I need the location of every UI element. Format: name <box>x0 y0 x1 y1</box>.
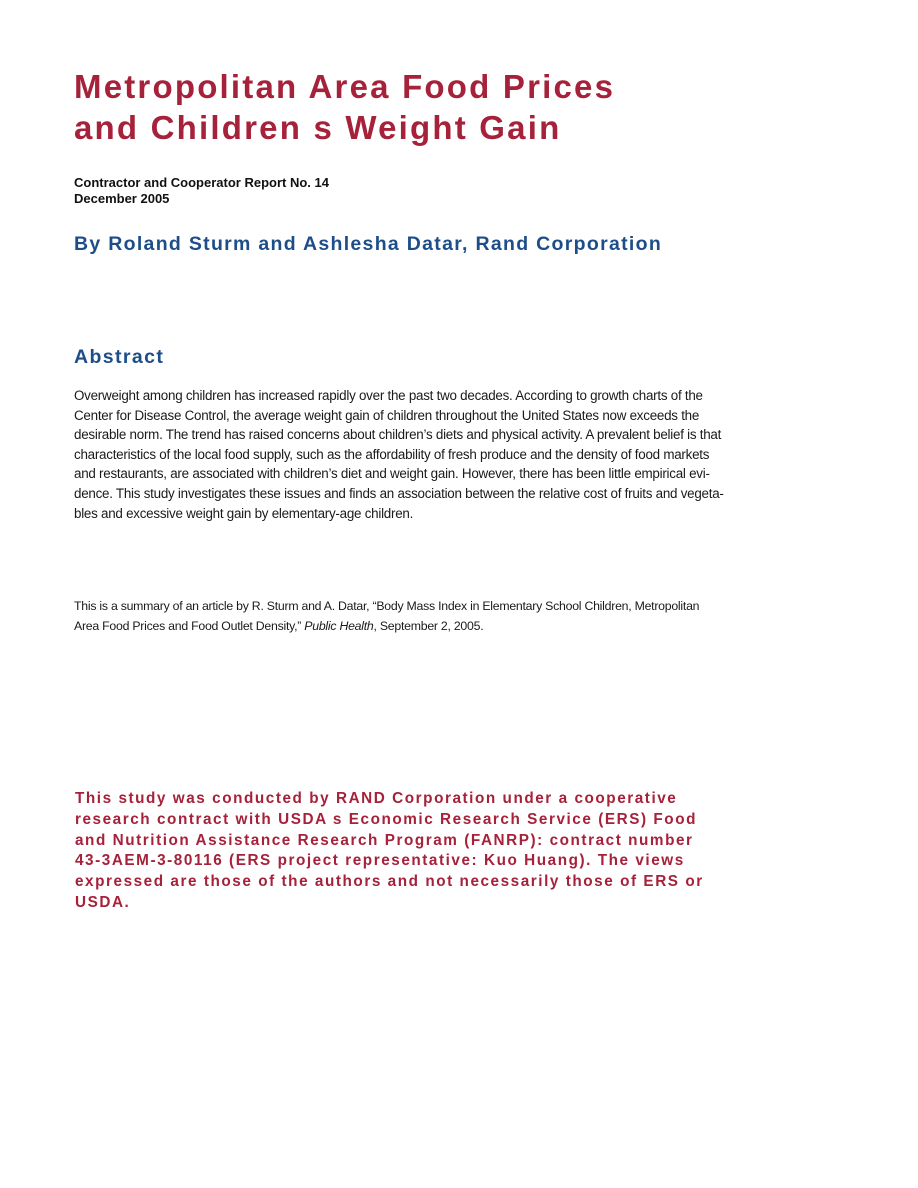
disclaimer-line: expressed are those of the authors and not necessarily those of ERS or <box>75 873 704 891</box>
abstract-line: and restaurants, are associated with children’s diet and weight gain. However, there has been little empirical evi- <box>74 466 710 482</box>
report-title-line: and Children s Weight Gain <box>74 109 562 146</box>
report-date: December 2005 <box>74 191 170 206</box>
report-title-line: Metropolitan Area Food Prices <box>74 68 616 105</box>
abstract-line: Center for Disease Control, the average weight gain of children throughout the United States now exceeds the <box>74 407 700 423</box>
abstract-line: characteristics of the local food supply, such as the affordability of fresh produce and the density of food markets <box>74 446 710 462</box>
author-byline: By Roland Sturm and Ashlesha Datar, Rand Corporation <box>74 233 663 255</box>
contract-disclaimer <box>75 789 875 914</box>
abstract-heading: Abstract <box>74 346 165 368</box>
report-series: Contractor and Cooperator Report No. 14 <box>74 175 329 190</box>
summary-line: This is a summary of an article by R. Sturm and A. Datar, “Body Mass Index in Elementary School Children, Metropolitan <box>74 599 700 613</box>
disclaimer-line: 43-3AEM-3-80116 (ERS project representative: Kuo Huang). The views <box>75 852 685 870</box>
journal-name: Public Health <box>304 618 374 633</box>
summary-text: Area Food Prices and Food Outlet Density,” <box>74 618 305 633</box>
summary-line <box>74 617 844 637</box>
report-title <box>74 66 874 148</box>
disclaimer-line: This study was conducted by RAND Corporation under a cooperative <box>75 790 678 807</box>
abstract-line: bles and excessive weight gain by elementary-age children. <box>74 505 414 521</box>
abstract-line: Overweight among children has increased rapidly over the past two decades. According to growth charts of the <box>74 388 703 403</box>
disclaimer-line: and Nutrition Assistance Research Program (FANRP): contract number <box>75 831 694 849</box>
article-summary-note <box>74 597 844 636</box>
report-meta <box>74 175 329 207</box>
abstract-body <box>74 386 844 523</box>
abstract-line: dence. This study investigates these issues and finds an association between the relative cost of fruits and vegeta- <box>74 485 724 501</box>
disclaimer-line: research contract with USDA s Economic Research Service (ERS) Food <box>75 810 697 828</box>
summary-text: , September 2, 2005. <box>373 618 484 633</box>
abstract-line: desirable norm. The trend has raised concerns about children’s diets and physical activity. A prevalent belief is that <box>74 427 722 443</box>
disclaimer-line: USDA. <box>75 893 131 911</box>
